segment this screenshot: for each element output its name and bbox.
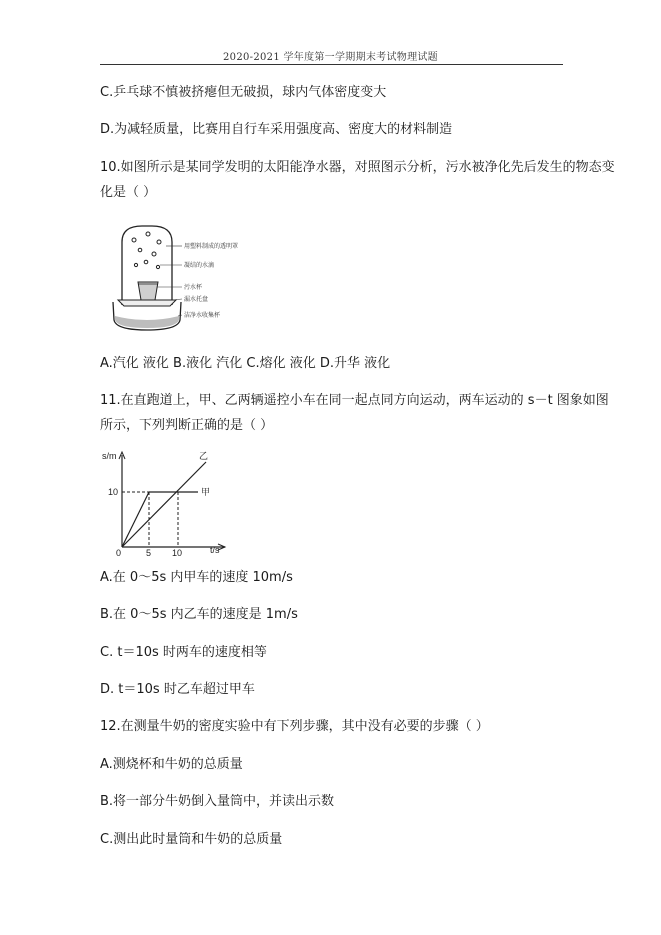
- q9-option-d: D.为减轻质量，比赛用自行车采用强度高、密度大的材料制造: [100, 122, 453, 137]
- solar-water-purifier-figure: [112, 220, 247, 335]
- x-axis-label: t/s: [210, 545, 220, 555]
- q10-stem-line1: 10.如图所示是某同学发明的太阳能净水器，对照图示分析，污水被净化先后发生的物态变: [100, 160, 615, 175]
- y-tick-10: 10: [108, 487, 119, 497]
- q12-stem: 12.在测量牛奶的密度实验中有下列步骤，其中没有必要的步骤（ ）: [100, 719, 489, 734]
- q11-option-b: B.在 0～5s 内乙车的速度是 1m/s: [100, 607, 298, 622]
- label-dirty-cup: 污水杯: [184, 284, 203, 291]
- q11-option-d: D. t＝10s 时乙车超过甲车: [100, 682, 255, 697]
- label-jia: 甲: [201, 487, 211, 497]
- origin-label: 0: [116, 548, 122, 557]
- q10-stem-line2: 化是（ ）: [100, 185, 157, 200]
- y-axis-label: s/m: [102, 451, 117, 461]
- q11-option-c: C. t＝10s 时两车的速度相等: [100, 645, 267, 660]
- label-collector: 洁净水收集杯: [184, 312, 221, 319]
- q10-options: A.汽化 液化 B.液化 汽化 C.熔化 液化 D.升华 液化: [100, 356, 391, 371]
- x-tick-5: 5: [146, 548, 152, 557]
- label-droplets: 凝结的水滴: [184, 262, 215, 269]
- line-yi: [122, 462, 206, 547]
- dirty-water-cup: [138, 282, 158, 300]
- q12-option-a: A.测烧杯和牛奶的总质量: [100, 757, 243, 772]
- q11-option-a: A.在 0～5s 内甲车的速度 10m/s: [100, 570, 293, 585]
- q11-stem-line1: 11.在直跑道上，甲、乙两辆遥控小车在同一起点同方向运动，两车运动的 s－t 图象如图: [100, 393, 609, 408]
- q9-option-c: C.乒乓球不慎被挤瘪但无破损，球内气体密度变大: [100, 85, 387, 100]
- q12-option-b: B.将一部分牛奶倒入量筒中，并读出示数: [100, 794, 335, 809]
- header-rule: [100, 64, 563, 65]
- page-header: 2020-2021 学年度第一学期期末考试物理试题: [223, 52, 438, 63]
- q11-stem-line2: 所示，下列判断正确的是（ ）: [100, 418, 274, 433]
- label-tray: 漏水托盘: [184, 296, 209, 303]
- q12-option-c: C.测出此时量筒和牛奶的总质量: [100, 832, 283, 847]
- leak-tray: [118, 300, 176, 306]
- label-yi: 乙: [199, 451, 209, 461]
- s-t-graph: [100, 447, 230, 557]
- label-cover: 用塑料制成的透明罩: [184, 243, 239, 250]
- x-tick-10: 10: [172, 548, 183, 557]
- line-jia-rise: [122, 492, 149, 547]
